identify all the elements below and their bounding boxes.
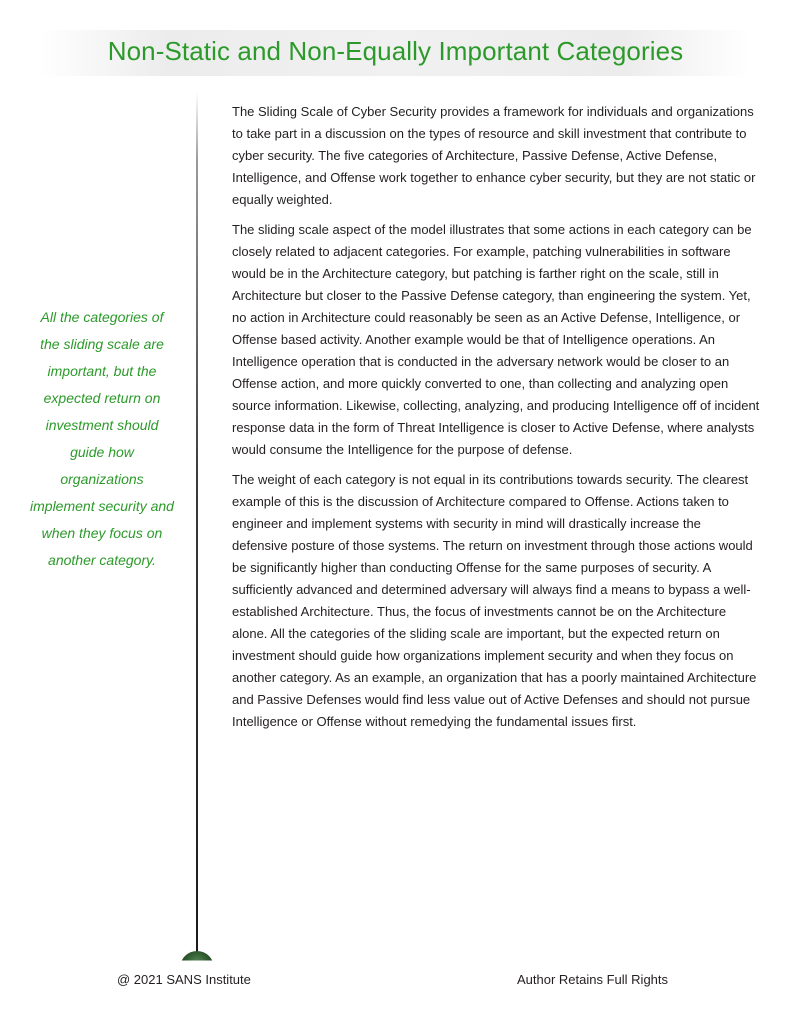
page-title: Non-Static and Non-Equally Important Categories — [107, 36, 684, 66]
paragraph-3: The weight of each category is not equal in its contributions towards security. The clearest example of this is the discussion of Architecture compared to Offense. Actions taken to engineer and implement systems with security in mind will drastically increase the defensive posture of those systems. The return on investment through those actions would be significantly higher than conducting Offense for the same purposes of security. A sufficiently advanced and determined adversary will always find a means to bypass a well-established Architecture. Thus, the focus of investments cannot be on the Architecture alone. All the categories of the sliding scale are important, but the expected return on investment should guide how organizations implement security and when they focus on another category. As an example, an organization that has a poorly maintained Architecture and Passive Defenses would find less value out of Active Defenses and should not pursue Intelligence or Offense without remedying the fundamental issues first. — [232, 472, 757, 729]
paragraph-2: The sliding scale aspect of the model illustrates that some actions in each category can be closely related to adjacent categories. For example, patching vulnerabilities in software would be in the Architecture category, but patching is farther right on the scale, still in Architecture but closer to the Passive Defense category, than engineering the system. Yet, no action in Architecture could reasonably be seen as an Active Defense, Intelligence, or Offense based activity. Another example would be that of Intelligence operations. An Intelligence operation that is conducted in the adversary network would be closer to an Offense action, and more quickly converted to one, than collecting and analyzing open source information. Likewise, collecting, analyzing, and producing Intelligence off of incident response data in the form of Threat Intelligence is closer to Active Defense, where analysts would consume the Intelligence for the purpose of defense. — [232, 222, 760, 457]
footer-rights: Author Retains Full Rights — [517, 972, 669, 987]
footer-copyright: @ 2021 SANS Institute — [117, 972, 251, 987]
paragraph-1: The Sliding Scale of Cyber Security provides a framework for individuals and organizations to take part in a discussion on the types of resource and skill investment that contribute to cyber security. The five categories of Architecture, Passive Defense, Active Defense, Intelligence, and Offense work together to enhance cyber security, but they are not static or equally weighted. — [232, 104, 756, 207]
body-text — [232, 101, 760, 741]
vertical-divider — [196, 92, 198, 960]
pull-quote: All the categories of the sliding scale are important, but the expected return on investment should guide how organizations implement security and when they focus on another category. — [30, 309, 174, 568]
